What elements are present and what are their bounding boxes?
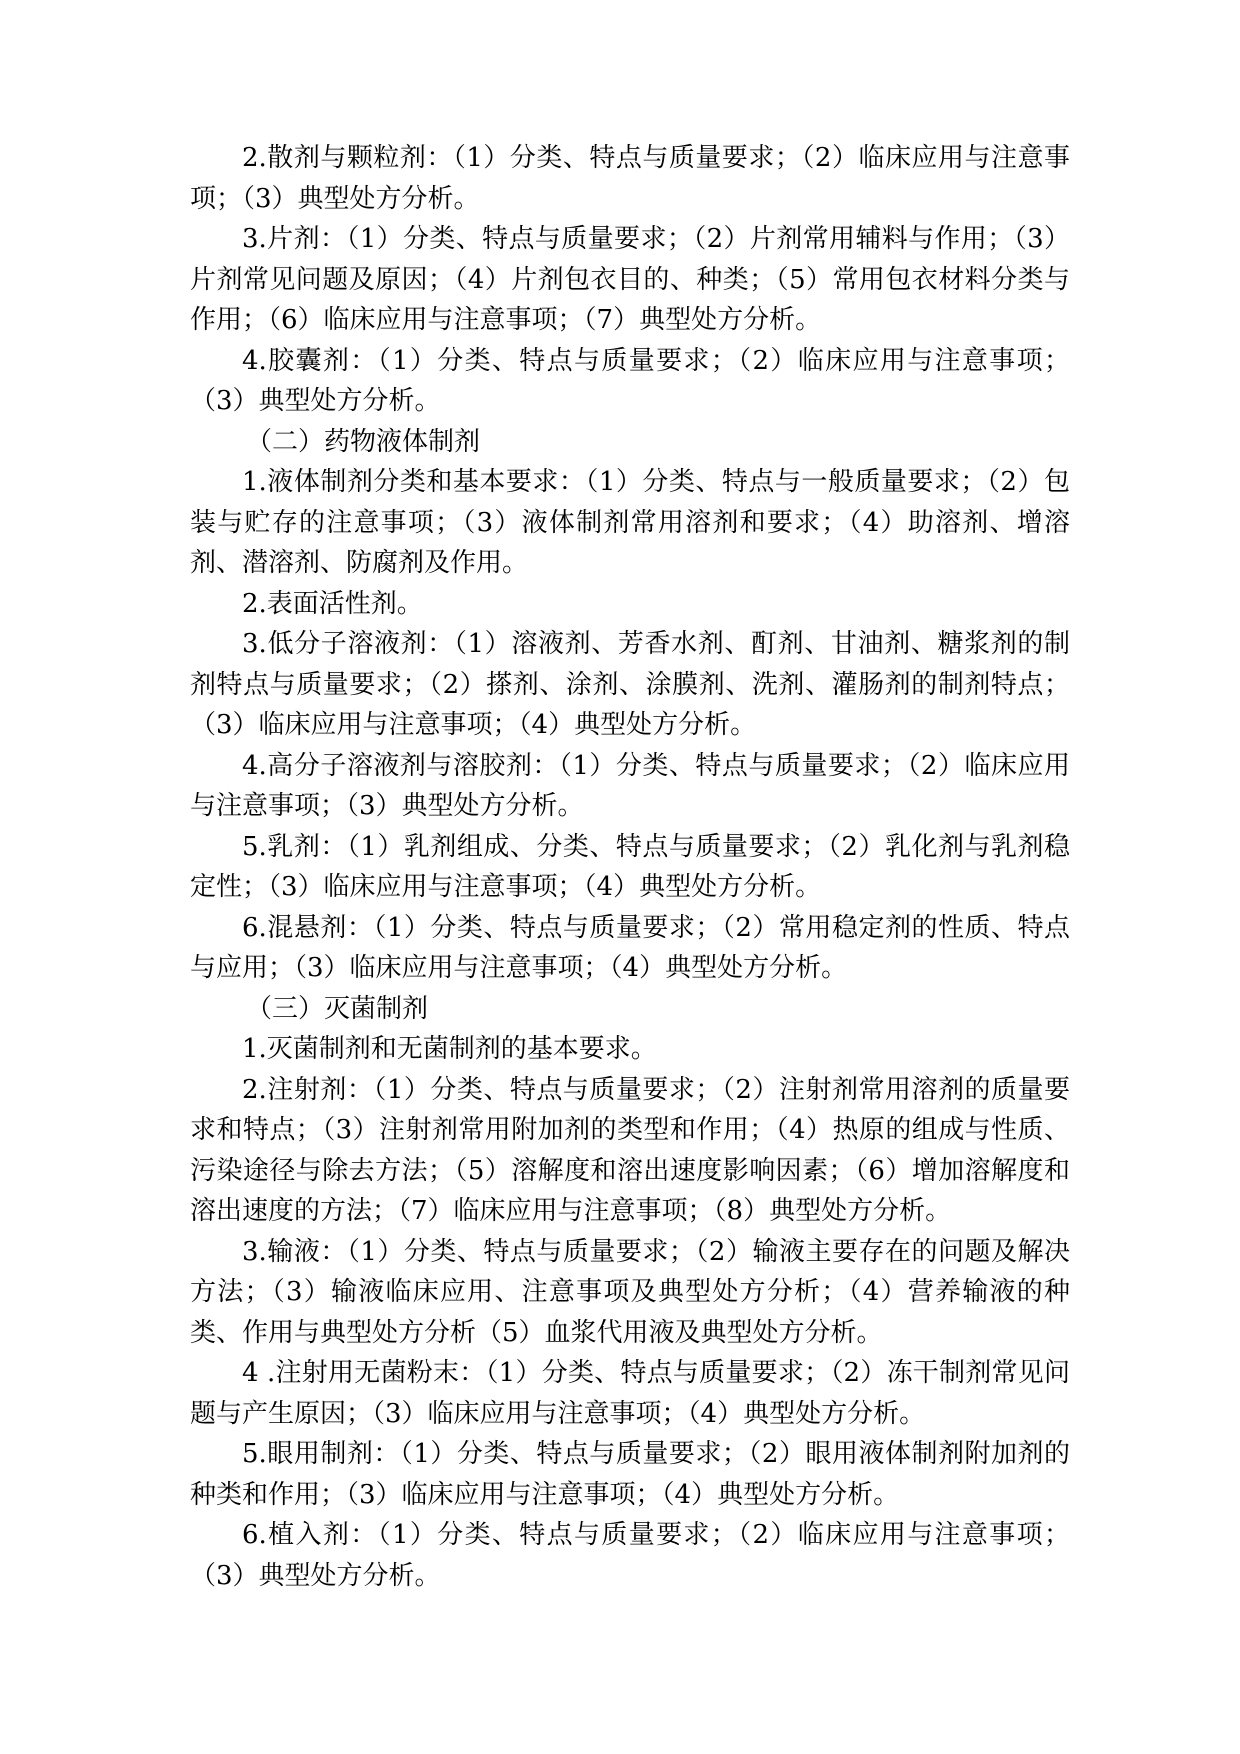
syllabus-item-suspensions: 6.混悬剂：（1）分类、特点与质量要求；（2）常用稳定剂的性质、特点与应用；（3）临床应用与注意事项；（4）典型处方分析。 xyxy=(190,912,1070,983)
syllabus-item-infusions: 3.输液：（1）分类、特点与质量要求；（2）输液主要存在的问题及解决方法；（3）输液临床应用、注意事项及典型处方分析；（4）营养输液的种类、作用与典型处方分析（5）血浆代用液及典型处方分析。 xyxy=(190,1236,1070,1348)
syllabus-item-capsules: 4.胶囊剂：（1）分类、特点与质量要求；（2）临床应用与注意事项；（3）典型处方分析。 xyxy=(190,345,1070,416)
syllabus-item-sterile-requirements: 1.灭菌制剂和无菌制剂的基本要求。 xyxy=(242,1034,657,1064)
syllabus-item-low-molecular-solutions: 3.低分子溶液剂：（1）溶液剂、芳香水剂、酊剂、甘油剂、糖浆剂的制剂特点与质量要求；（2）搽剂、涂剂、涂膜剂、洗剂、灌肠剂的制剂特点；（3）临床应用与注意事项；（4）典型处方分析。 xyxy=(190,629,1070,740)
syllabus-item-implants: 6.植入剂：（1）分类、特点与质量要求；（2）临床应用与注意事项；（3）典型处方分析。 xyxy=(190,1520,1070,1591)
syllabus-item-powders-granules: 2.散剂与颗粒剂：（1）分类、特点与质量要求；（2）临床应用与注意事项；（3）典型处方分析。 xyxy=(190,143,1070,214)
syllabus-item-emulsions: 5.乳剂：（1）乳剂组成、分类、特点与质量要求；（2）乳化剂与乳剂稳定性；（3）临床应用与注意事项；（4）典型处方分析。 xyxy=(190,831,1070,902)
section-heading-liquid-preparations: （二）药物液体制剂 xyxy=(246,426,481,457)
syllabus-item-sterile-powders: 4 .注射用无菌粉末：（1）分类、特点与质量要求；（2）冻干制剂常见问题与产生原因；（3）临床应用与注意事项；（4）典型处方分析。 xyxy=(190,1358,1070,1429)
syllabus-item-surfactants: 2.表面活性剂。 xyxy=(242,588,423,619)
document-page xyxy=(190,138,1070,1596)
syllabus-item-polymer-solutions-sols: 4.高分子溶液剂与溶胶剂：（1）分类、特点与质量要求；（2）临床应用与注意事项；（3）典型处方分析。 xyxy=(190,750,1070,821)
syllabus-item-injections: 2.注射剂：（1）分类、特点与质量要求；（2）注射剂常用溶剂的质量要求和特点；（3）注射剂常用附加剂的类型和作用；（4）热原的组成与性质、污染途径与除去方法；（5）溶解度和溶出速度影响因素；（6）增加溶解度和溶出速度的方法；（7）临床应用与注意事项；（8）典型处方分析。 xyxy=(190,1074,1070,1226)
syllabus-item-tablets: 3.片剂：（1）分类、特点与质量要求；（2）片剂常用辅料与作用；（3）片剂常见问题及原因；（4）片剂包衣目的、种类；（5）常用包衣材料分类与作用；（6）临床应用与注意事项；（7）典型处方分析。 xyxy=(190,224,1070,335)
syllabus-item-liquid-classification: 1.液体制剂分类和基本要求：（1）分类、特点与一般质量要求；（2）包装与贮存的注意事项；（3）液体制剂常用溶剂和要求；（4）助溶剂、增溶剂、潜溶剂、防腐剂及作用。 xyxy=(190,467,1070,578)
syllabus-item-ophthalmic: 5.眼用制剂：（1）分类、特点与质量要求；（2）眼用液体制剂附加剂的种类和作用；（3）临床应用与注意事项；（4）典型处方分析。 xyxy=(190,1439,1070,1510)
section-heading-sterile-preparations: （三）灭菌制剂 xyxy=(246,993,429,1024)
